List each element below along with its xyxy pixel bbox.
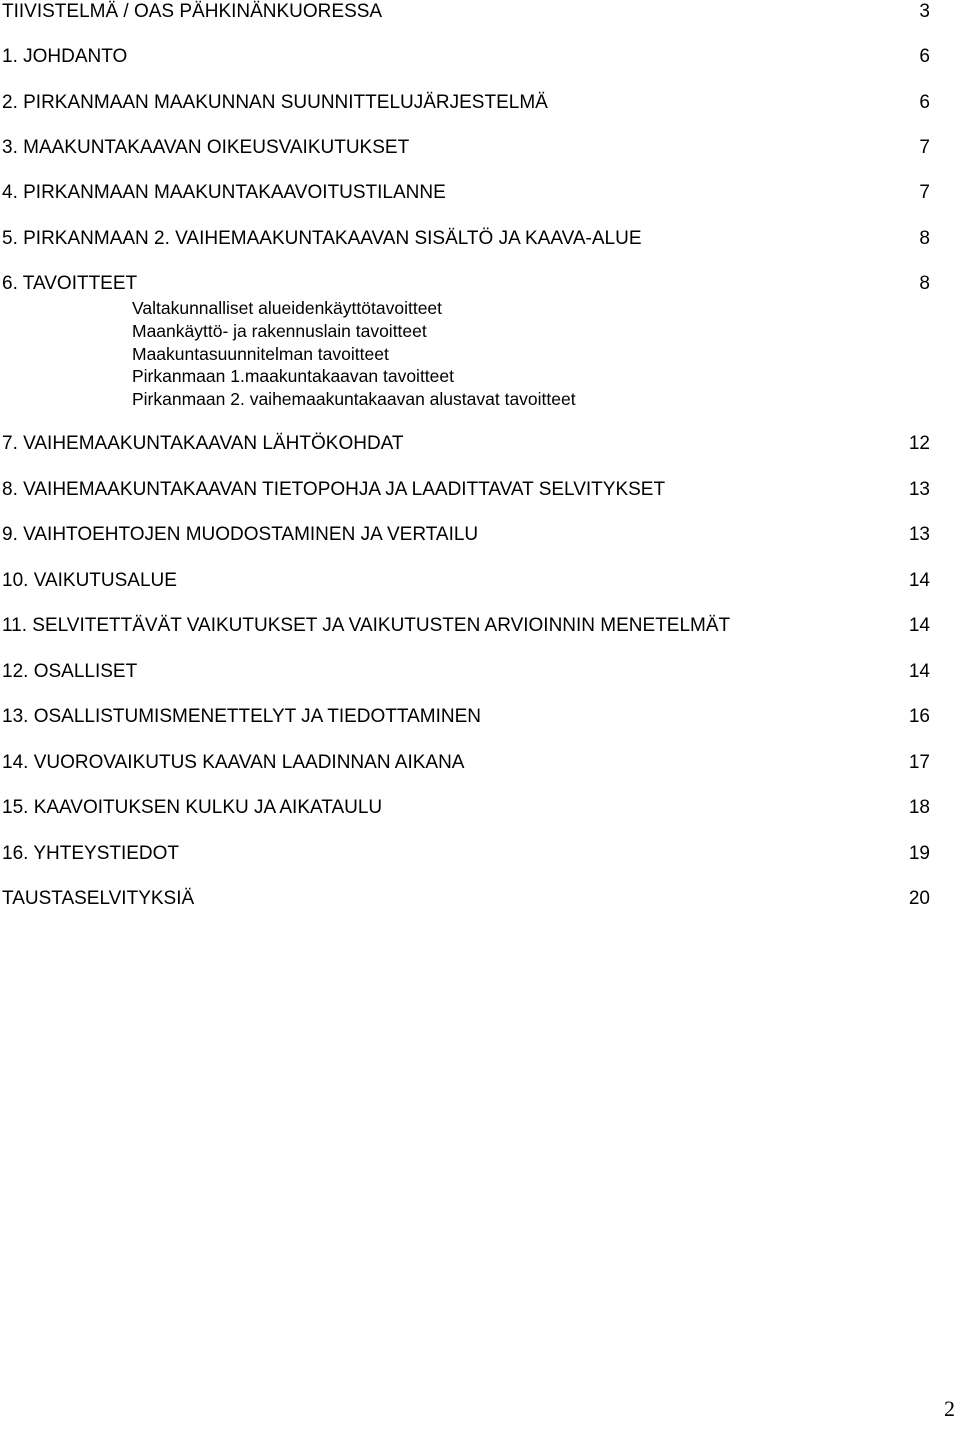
toc-entry-title: 5. PIRKANMAAN 2. VAIHEMAAKUNTAKAAVAN SISÄLTÖ JA KAAVA-ALUE <box>2 228 642 249</box>
toc-entry-title: 4. PIRKANMAAN MAAKUNTAKAAVOITUSTILANNE <box>2 182 446 203</box>
toc-entry-page: 16 <box>908 706 930 727</box>
toc-entry-title: 16. YHTEYSTIEDOT <box>2 843 180 864</box>
toc-entry <box>2 91 930 115</box>
toc-entry-title: 14. VUOROVAIKUTUS KAAVAN LAADINNAN AIKANA <box>2 752 465 773</box>
toc-entry-page: 20 <box>908 888 930 909</box>
toc-entry <box>2 614 930 638</box>
toc-subentry: Maankäyttö- ja rakennuslain tavoitteet <box>132 321 427 341</box>
toc-subentry: Pirkanmaan 2. vaihemaakuntakaavan alustavat tavoitteet <box>132 389 576 409</box>
toc-entry <box>2 705 930 729</box>
toc-entry-title: TAUSTASELVITYKSIÄ <box>2 888 195 909</box>
toc-entry-title: 15. KAAVOITUKSEN KULKU JA AIKATAULU <box>2 797 383 818</box>
toc-entry <box>2 227 930 251</box>
toc-entry <box>2 523 930 547</box>
toc-entry-title: 11. SELVITETTÄVÄT VAIKUTUKSET JA VAIKUTUSTEN ARVIOINNIN MENETELMÄT <box>2 615 731 636</box>
toc-entry-title: 7. VAIHEMAAKUNTAKAAVAN LÄHTÖKOHDAT <box>2 433 404 454</box>
toc-entry-page: 18 <box>908 797 930 818</box>
toc-entry-title: TIIVISTELMÄ / OAS PÄHKINÄNKUORESSA <box>2 1 383 22</box>
toc-entry <box>2 660 930 684</box>
toc-entry-title: 13. OSALLISTUMISMENETTELYT JA TIEDOTTAMINEN <box>2 706 481 727</box>
toc-entry-page: 6 <box>919 92 930 113</box>
toc-entry-title: 12. OSALLISET <box>2 661 138 682</box>
toc-entry-title: 8. VAIHEMAAKUNTAKAAVAN TIETOPOHJA JA LAADITTAVAT SELVITYKSET <box>2 479 666 500</box>
toc-entry-title: 1. JOHDANTO <box>2 46 128 67</box>
toc-entry <box>2 478 930 502</box>
toc-entry-page: 14 <box>908 615 930 636</box>
toc-entry <box>2 181 930 205</box>
toc-entry <box>2 432 930 456</box>
toc-entry-page: 3 <box>919 1 930 22</box>
toc-entry-page: 19 <box>908 843 930 864</box>
toc-entry-title: 10. VAIKUTUSALUE <box>2 570 177 591</box>
toc-entry-title: 9. VAIHTOEHTOJEN MUODOSTAMINEN JA VERTAILU <box>2 524 479 545</box>
toc-entry <box>2 887 930 911</box>
toc-subentry: Valtakunnalliset alueidenkäyttötavoitteet <box>132 298 443 318</box>
toc-entry <box>2 796 930 820</box>
toc-entry-page: 13 <box>908 524 930 545</box>
toc-entry-page: 17 <box>908 752 930 773</box>
toc-entry <box>2 751 930 775</box>
toc-subentry: Maakuntasuunnitelman tavoitteet <box>132 344 389 364</box>
toc-entry-page: 13 <box>908 479 930 500</box>
toc-entry <box>2 842 930 866</box>
toc-entry-page: 8 <box>919 228 930 249</box>
toc-entry-title: 2. PIRKANMAAN MAAKUNNAN SUUNNITTELUJÄRJESTELMÄ <box>2 92 548 113</box>
toc-entry <box>2 45 930 69</box>
toc-entry-page: 12 <box>908 433 930 454</box>
toc-entry <box>2 136 930 160</box>
toc-entry <box>2 0 930 24</box>
toc-entry-page: 14 <box>908 570 930 591</box>
toc-entry-page: 7 <box>919 182 930 203</box>
toc-entry-title: 6. TAVOITTEET <box>2 273 138 294</box>
toc-subentry: Pirkanmaan 1.maakuntakaavan tavoitteet <box>132 366 454 386</box>
toc-entry-page: 14 <box>908 661 930 682</box>
toc-entry-page: 8 <box>919 273 930 294</box>
toc-entry <box>2 272 930 296</box>
toc-entry <box>2 569 930 593</box>
toc-entry-title: 3. MAAKUNTAKAAVAN OIKEUSVAIKUTUKSET <box>2 137 410 158</box>
toc-entry-page: 7 <box>919 137 930 158</box>
page-number: 2 <box>944 1396 955 1421</box>
toc-entry-page: 6 <box>919 46 930 67</box>
